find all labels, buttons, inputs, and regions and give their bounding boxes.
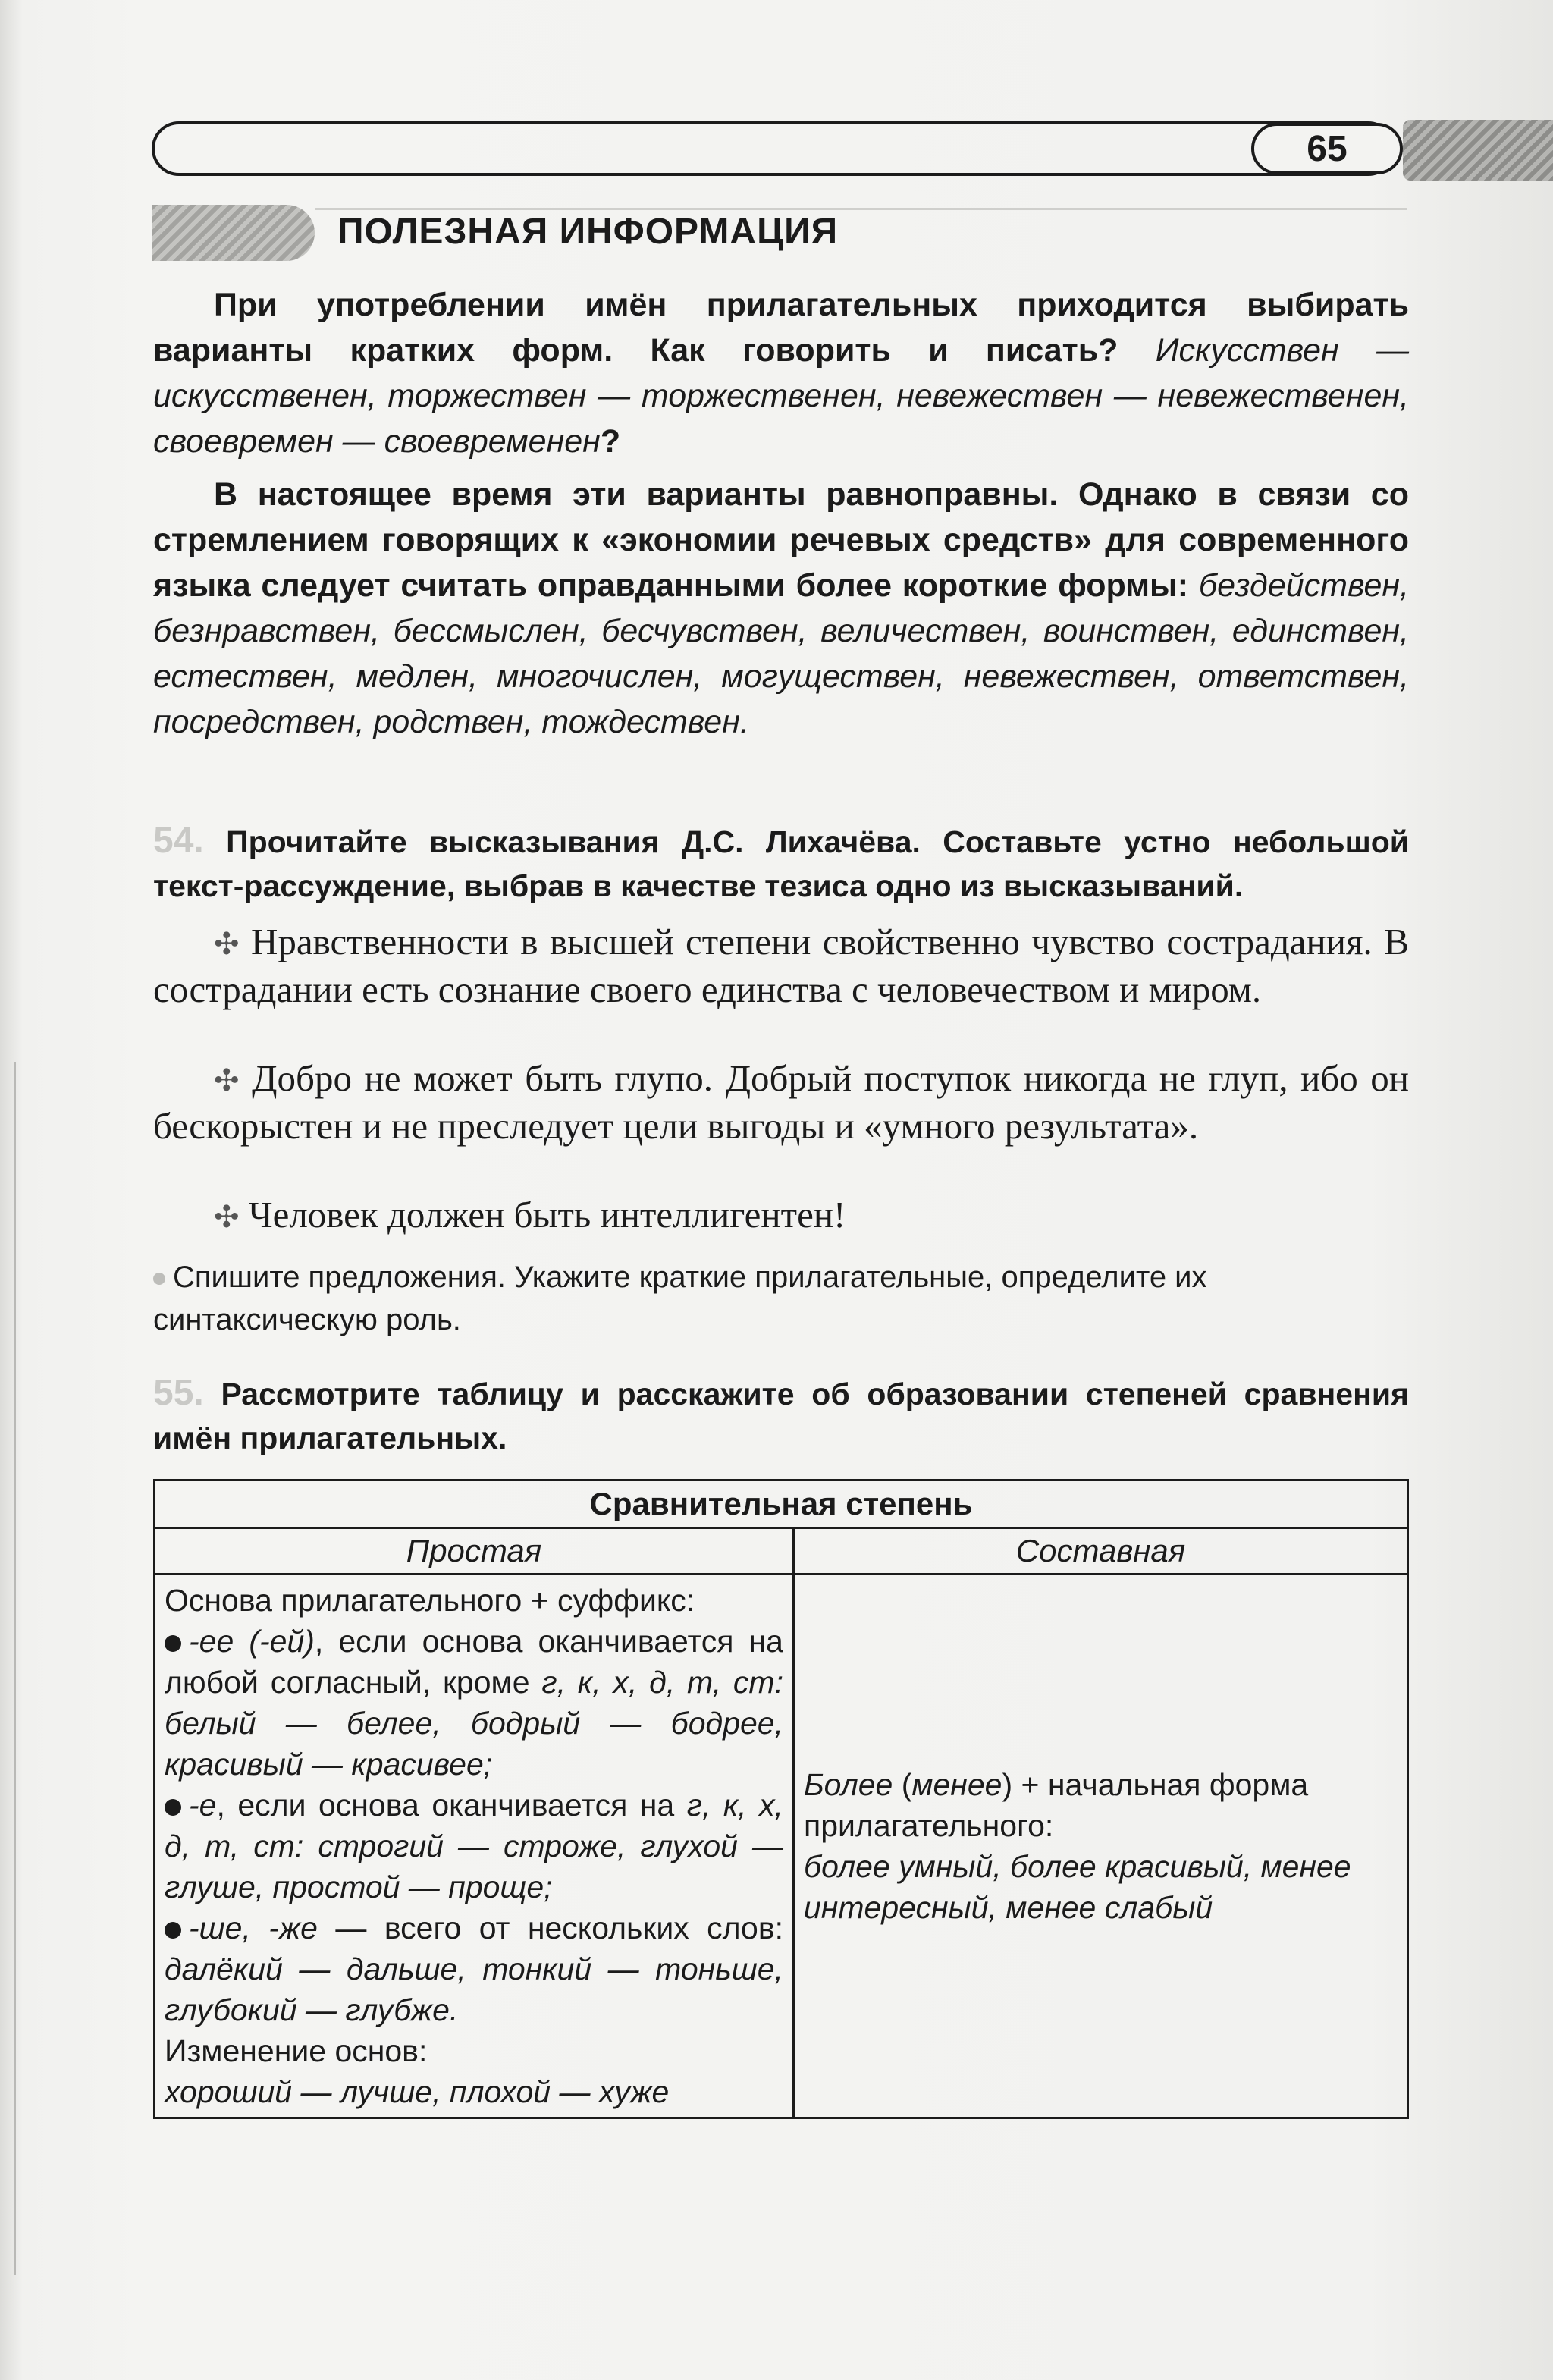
rule-3-text: — всего от нескольких слов: — [317, 1911, 784, 1945]
compound-form-cell — [794, 1575, 1408, 2118]
note-dot-icon — [153, 1273, 165, 1285]
page-number: 65 — [1251, 123, 1403, 174]
rule-2-letters: г, к, х, д, т, ст — [165, 1788, 783, 1863]
stem-change-examples: хороший — лучше, плохой — хуже — [165, 2074, 670, 2109]
task-55 — [153, 1371, 1409, 1460]
table-title: Сравнительная степень — [155, 1480, 1408, 1528]
quote-1-text: Нравственности в высшей степени свойственно чувство сострадания. В сострадании есть сознание своего единства с человечеством и миром. — [153, 921, 1409, 1010]
rule-2-suffix: -е — [189, 1788, 217, 1823]
bullet-icon — [165, 1922, 181, 1939]
info-1-italic: Искусствен — искусственен, торжествен — торжественен, невежествен — невежественен, своевремен — своевременен — [153, 332, 1409, 460]
header-decoration — [1403, 120, 1553, 181]
column-header-compound: Составная — [794, 1528, 1408, 1575]
diamond-bullet-icon: ✣ — [214, 1200, 240, 1234]
task-54-text: Прочитайте высказывания Д.С. Лихачёва. Составьте устно небольшой текст-рассуждение, выбрав в качестве тезиса одно из высказываний. — [153, 824, 1409, 903]
simple-rule-1 — [165, 1621, 783, 1785]
task-54-number: 54. — [153, 821, 204, 861]
compound-formula-rest: + начальная форма прилагательного: — [804, 1767, 1309, 1843]
quote-3-text: Человек должен быть интеллигентен! — [248, 1194, 846, 1236]
compound-less-word: менее — [911, 1767, 1002, 1802]
info-1-bold: При употреблении имён прилагательных приходится выбирать варианты кратких форм. Как говорить и писать? — [153, 287, 1409, 369]
rule-2-text: , если основа оканчивается на — [216, 1788, 675, 1823]
task-55-number: 55. — [153, 1373, 204, 1413]
section-title: ПОЛЕЗНАЯ ИНФОРМАЦИЯ — [337, 212, 839, 252]
info-paragraph-1 — [153, 282, 1409, 464]
note-text: Спишите предложения. Укажите краткие прилагательные, определите их синтаксическую роль. — [153, 1261, 1207, 1336]
quote-1 — [153, 919, 1409, 1013]
bullet-icon — [165, 1635, 181, 1652]
rule-1-suffix: -ее (-ей) — [189, 1624, 315, 1659]
info-2-italic: бездействен, безнравствен, бессмыслен, бесчувствен, величествен, воинствен, единствен, естествен, медлен, многочислен, могуществен, невежествен, ответствен, посредствен, родствен, тождествен — [153, 567, 1409, 740]
comparative-degree-table — [153, 1479, 1409, 2119]
task-55-text: Рассмотрите таблицу и расскажите об образовании степеней сравнения имён прилагательных. — [153, 1377, 1409, 1455]
column-header-simple: Простая — [155, 1528, 794, 1575]
diamond-bullet-icon: ✣ — [214, 1063, 240, 1097]
quote-2-text: Добро не может быть глупо. Добрый поступок никогда не глуп, ибо он бескорыстен и не преследует цели выгоды и «умного результата». — [153, 1057, 1409, 1147]
info-2-end: . — [739, 704, 749, 740]
rule-3-suffix: -ше, -же — [189, 1911, 318, 1945]
compound-examples: более умный, более красивый, менее интересный, менее слабый — [804, 1849, 1351, 1925]
info-2-bold: В настоящее время эти варианты равноправны. Однако в связи со стремлением говорящих к «экономии речевых средств» для современного языка следует считать оправданными более короткие формы: — [153, 476, 1409, 604]
simple-form-cell — [155, 1575, 794, 2118]
section-decoration — [152, 205, 315, 261]
info-paragraph-2 — [153, 472, 1409, 745]
info-1-end: ? — [600, 423, 621, 460]
exercise-note — [153, 1256, 1409, 1341]
simple-intro: Основа прилагательного + суффикс: — [165, 1583, 695, 1618]
bullet-icon — [165, 1799, 181, 1816]
task-54 — [153, 819, 1409, 908]
simple-rule-3 — [165, 1907, 783, 2030]
rule-3-examples: далёкий — дальше, тонкий — тоньше, глубокий — глубже. — [165, 1951, 783, 2027]
compound-more: Более — [804, 1767, 893, 1802]
quote-3 — [153, 1192, 1409, 1240]
stem-change-label: Изменение основ: — [165, 2033, 428, 2068]
diamond-bullet-icon: ✣ — [214, 927, 240, 961]
quote-2 — [153, 1056, 1409, 1149]
rule-1-text: , если основа оканчивается на любой согласный, кроме — [165, 1624, 783, 1700]
rule-1-letters: г, к, х, д, т, ст — [541, 1665, 775, 1700]
section-rule — [315, 208, 1407, 210]
compound-formula: Более (менее) + начальная форма прилагательного: — [804, 1767, 1309, 1843]
page-gutter — [14, 1062, 16, 2275]
header-bar — [152, 121, 1395, 176]
rule-1-examples: : белый — белее, бодрый — бодрее, красивый — красивее; — [165, 1665, 783, 1782]
rule-2-examples: : строгий — строже, глухой — глуше, простой — проще; — [165, 1829, 783, 1904]
simple-rule-2 — [165, 1785, 783, 1907]
